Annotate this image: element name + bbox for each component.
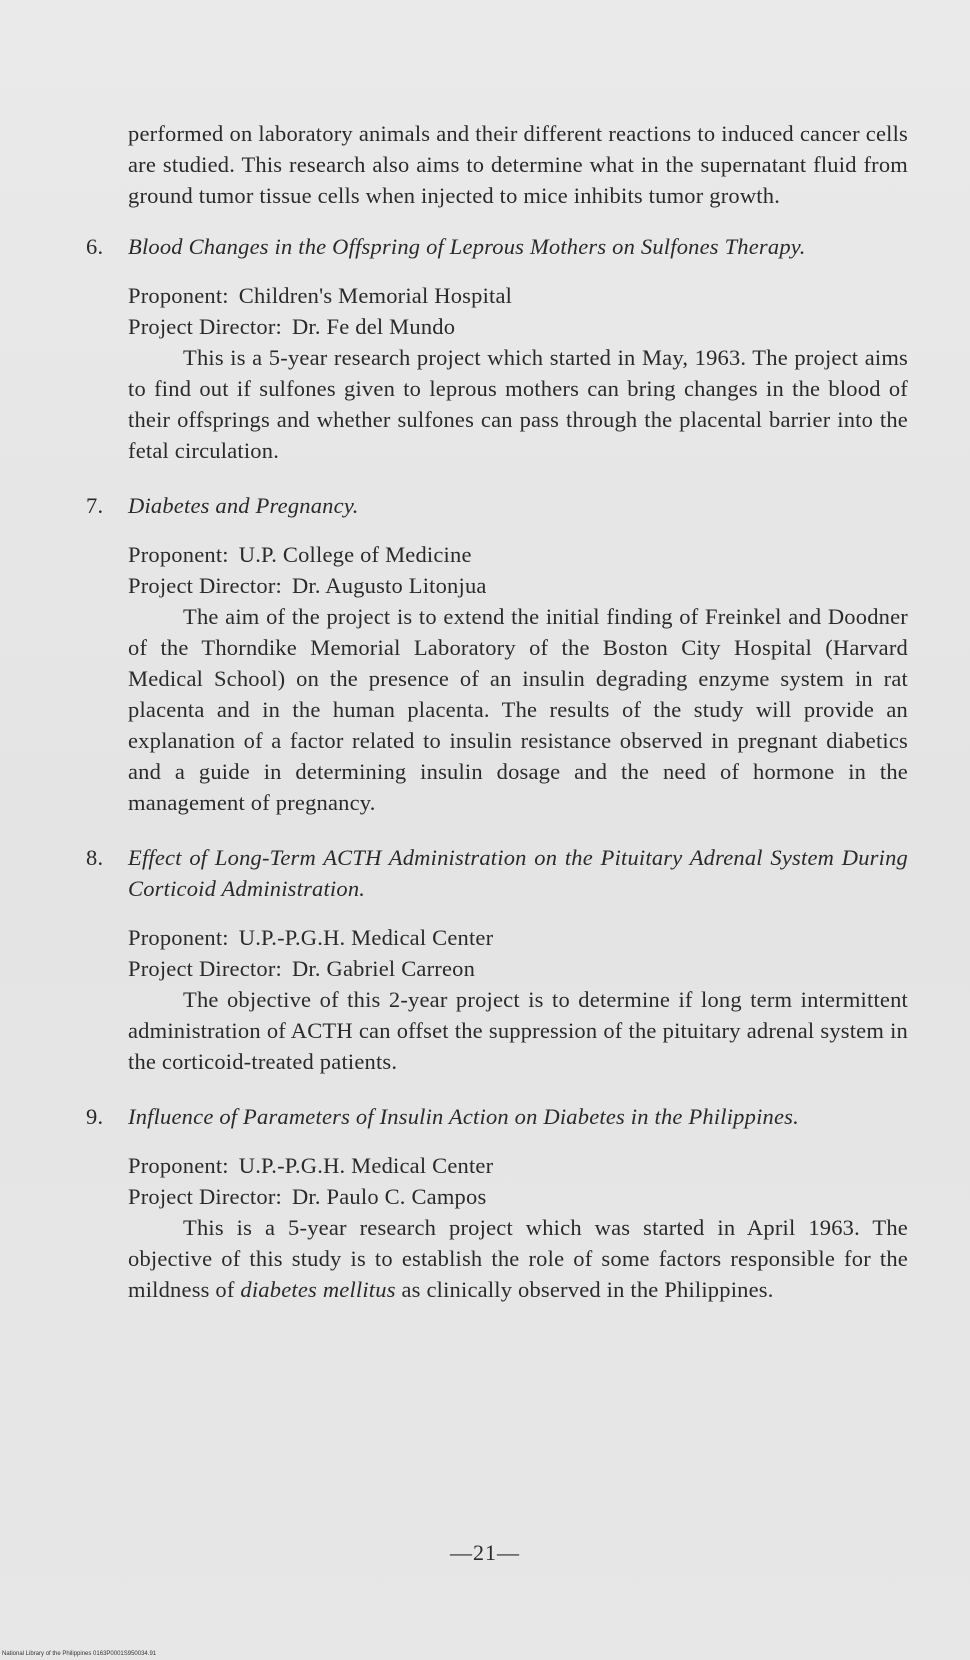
project-title-text: Effect of Long-Term ACTH Administration on the Pituitary Adrenal System During Corticoid Administration. bbox=[128, 845, 908, 901]
proponent-label: Proponent: bbox=[128, 1153, 229, 1178]
director-label: Project Director: bbox=[128, 956, 282, 981]
description-text: This is a 5-year research project which was started in April 1963. The objective of this study is to establish the role of some factors responsible for the mildness of bbox=[128, 1215, 908, 1302]
proponent-value: U.P. College of Medicine bbox=[238, 542, 472, 567]
director-line bbox=[128, 1181, 908, 1212]
director-value: Dr. Augusto Litonjua bbox=[291, 573, 487, 598]
page-content bbox=[86, 118, 908, 1329]
page-number: —21— bbox=[450, 1540, 520, 1565]
director-value: Dr. Gabriel Carreon bbox=[291, 956, 476, 981]
item-number: 6. bbox=[86, 234, 104, 259]
director-line bbox=[128, 311, 908, 342]
proponent-label: Proponent: bbox=[128, 925, 229, 950]
project-description: This is a 5-year research project which started in May, 1963. The project aims to find out if sulfones given to leprous mothers can bring changes in the blood of their offsprings and whether sulfones can pass through the placental barrier into the fetal circulation. bbox=[128, 345, 908, 463]
project-title-text: Blood Changes in the Offspring of Leprous Mothers on Sulfones Therapy. bbox=[128, 234, 806, 259]
proponent-value: U.P.-P.G.H. Medical Center bbox=[238, 925, 494, 950]
director-line bbox=[128, 953, 908, 984]
project-item-6 bbox=[86, 231, 908, 466]
proponent-line bbox=[128, 922, 908, 953]
proponent-label: Proponent: bbox=[128, 283, 229, 308]
project-description bbox=[128, 1212, 908, 1305]
director-value: Dr. Paulo C. Campos bbox=[291, 1184, 487, 1209]
director-label: Project Director: bbox=[128, 314, 282, 339]
description-italic-term: diabetes mellitus bbox=[240, 1277, 396, 1302]
project-item-8 bbox=[86, 842, 908, 1077]
item-number: 9. bbox=[86, 1104, 104, 1129]
project-title-text: Influence of Parameters of Insulin Action on Diabetes in the Philippines. bbox=[128, 1104, 799, 1129]
project-item-9 bbox=[86, 1101, 908, 1305]
archive-footer-stamp: National Library of the Philippines 0163P0001S950034.91 bbox=[2, 1651, 157, 1657]
project-title bbox=[86, 490, 908, 521]
description-text-end: as clinically observed in the Philippines. bbox=[395, 1277, 774, 1302]
proponent-value: U.P.-P.G.H. Medical Center bbox=[238, 1153, 494, 1178]
project-description: The objective of this 2-year project is to determine if long term intermittent administration of ACTH can offset the suppression of the pituitary adrenal system in the corticoid-treated patients. bbox=[128, 987, 908, 1074]
director-label: Project Director: bbox=[128, 573, 282, 598]
proponent-line bbox=[128, 539, 908, 570]
project-title bbox=[86, 231, 908, 262]
proponent-label: Proponent: bbox=[128, 542, 229, 567]
item-number: 7. bbox=[86, 493, 104, 518]
project-title bbox=[86, 842, 908, 904]
director-label: Project Director: bbox=[128, 1184, 282, 1209]
director-line bbox=[128, 570, 908, 601]
proponent-line bbox=[128, 280, 908, 311]
proponent-value: Children's Memorial Hospital bbox=[238, 283, 513, 308]
project-description: The aim of the project is to extend the initial finding of Freinkel and Doodner of the Thorndike Memorial Laboratory of the Boston City Hospital (Harvard Medical School) on the presence of an insulin degrading enzyme system in rat placenta and in the human placenta. The results of the study will provide an explanation of a factor related to insulin resistance observed in pregnant diabetics and a guide in determining insulin dosage and the need of hormone in the management of pregnancy. bbox=[128, 604, 908, 815]
intro-paragraph: performed on laboratory animals and their different reactions to induced cancer cells are studied. This research also aims to determine what in the supernatant fluid from ground tumor tissue cells when injected to mice inhibits tumor growth. bbox=[128, 121, 908, 208]
director-value: Dr. Fe del Mundo bbox=[291, 314, 456, 339]
proponent-line bbox=[128, 1150, 908, 1181]
project-title bbox=[86, 1101, 908, 1132]
item-number: 8. bbox=[86, 845, 104, 870]
project-title-text: Diabetes and Pregnancy. bbox=[128, 493, 359, 518]
project-item-7 bbox=[86, 490, 908, 818]
